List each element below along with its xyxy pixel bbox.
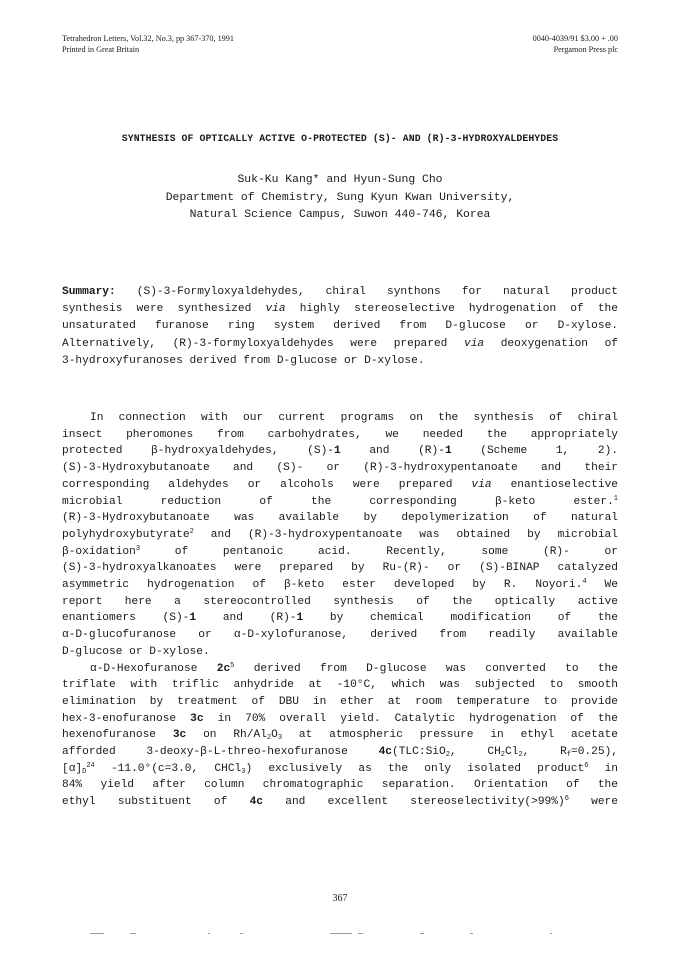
publisher-line: Pergamon Press plc [553,44,618,54]
body-text [62,410,618,811]
author-block [0,172,680,225]
summary-section [62,284,618,370]
body-line: D-glucose or D-xylose. [62,645,210,658]
body-line: elimination by treatment of DBU in ether at room temperature to provide [62,695,618,708]
scan-speck [330,933,352,934]
body-line: polyhydroxybutyrate$^2$ and (R)-3-hydroxypentanoate was obtained by microbial [62,527,618,541]
reference-marker: 1 [613,494,618,503]
scan-speck [240,933,243,934]
body-line: hexenofuranose 3c on $Rh/Al_2O_3$ at atmospheric pressure in ethyl acetate [62,729,618,743]
scan-speck [90,933,104,934]
publisher-info [533,34,618,55]
summary-line: 3-hydroxyfuranoses derived from D-glucose or D-xylose. [62,354,425,367]
scan-speck [208,933,210,934]
body-line: In connection with our current programs on the synthesis of chiral [90,412,618,424]
scan-speck [358,933,363,934]
scan-speck [550,933,552,934]
summary-line: Alternatively, (R)-3-formyloxyaldehydes were prepared via deoxygenation of [62,337,618,350]
body-line: 84% yield after column chromatographic separation. Orientation of the [62,779,618,792]
summary-line: unsaturated furanose ring system derived from D-glucose or D-xylose. [62,320,618,333]
body-line: corresponding aldehydes or alcohols were prepared via enantioselective [62,478,619,491]
scan-speck [130,933,136,934]
author-names: Suk-Ku Kang* and Hyun-Sung Cho [237,174,443,186]
author-department: Department of Chemistry, Sung Kyun Kwan University, [165,191,515,204]
page-number: 367 [332,893,348,904]
reference-marker: 4 [582,578,587,587]
scan-speck [420,933,424,934]
reference-marker: 5 [230,661,235,670]
paper-title: SYNTHESIS OF OPTICALLY ACTIVE O-PROTECTED (S)- AND (R)-3-HYDROXYALDEHYDES [121,133,559,144]
body-line: microbial reduction of the corresponding β-keto ester.$^1$ [62,494,618,508]
reference-marker: 2 [189,527,194,536]
summary-line: Summary: (S)-3-Formyloxyaldehydes, chiral synthons for natural product [62,286,619,298]
reference-marker: 3 [135,544,141,553]
reference-marker: 6 [564,795,569,804]
body-line: afforded 3-deoxy-β-L-threo-hexofuranose 4c(TLC:SiO$_2$, $CH_2Cl_2$, $R_f=0.25$), [62,746,618,760]
body-line: $[\alpha]_D^{24}$ -11.0°(c=3.0, CHCl$_3$) exclusively as the only isolated product$^6$ in [62,761,618,776]
journal-line: Tetrahedron Letters, Vol.32, No.3, pp 367-370, 1991 [62,34,234,43]
body-line: ethyl substituent of 4c and excellent stereoselectivity(>99%)$^6$ were [62,795,618,809]
scan-artifacts [90,932,590,936]
body-line: report here a stereocontrolled synthesis of the optically active [62,595,618,608]
body-line: (S)-3-Hydroxybutanoate and (S)- or (R)-3-hydroxypentanoate and their [62,462,618,475]
body-line: α-D-Hexofuranose $2c^5$ derived from D-glucose was converted to the [90,661,618,675]
body-line: asymmetric hydrogenation of β-keto ester developed by R. Noyori.$^4$ We [62,578,618,592]
body-line: α-D-glucofuranose or α-D-xylofuranose, derived from readily available [62,629,618,642]
body-line: insect pheromones from carbohydrates, we needed the appropriately [62,428,618,441]
code-line: 0040-4039/91 $3.00 + .00 [532,34,618,43]
author-campus: Natural Science Campus, Suwon 440-746, Korea [189,209,491,221]
body-line: enantiomers (S)-1 and (R)-1 by chemical modification of the [62,612,618,625]
body-line: (R)-3-Hydroxybutanoate was available by depolymerization of natural [62,512,618,525]
printed-line: Printed in Great Britain [62,44,140,54]
journal-citation [62,34,234,55]
body-line: protected β-hydroxyaldehydes, (S)-1 and (R)-1 (Scheme 1, 2). [62,445,618,458]
body-line: triflate with triflic anhydride at -10°C, which was subjected to smooth [62,679,618,692]
body-line: β-oxidation$^3$ of pentanoic acid. Recently, some (R)- or [62,544,618,558]
body-line: (S)-3-hydroxyalkanoates were prepared by Ru-(R)- or (S)-BINAP catalyzed [62,562,618,575]
body-line: hex-3-enofuranose 3c in 70% overall yield. Catalytic hydrogenation of the [62,712,618,725]
summary-line: synthesis were synthesized via highly stereoselective hydrogenation of the [62,303,618,316]
summary-label: Summary: [62,286,116,298]
scan-speck [470,933,473,934]
reference-marker: 6 [584,761,589,770]
